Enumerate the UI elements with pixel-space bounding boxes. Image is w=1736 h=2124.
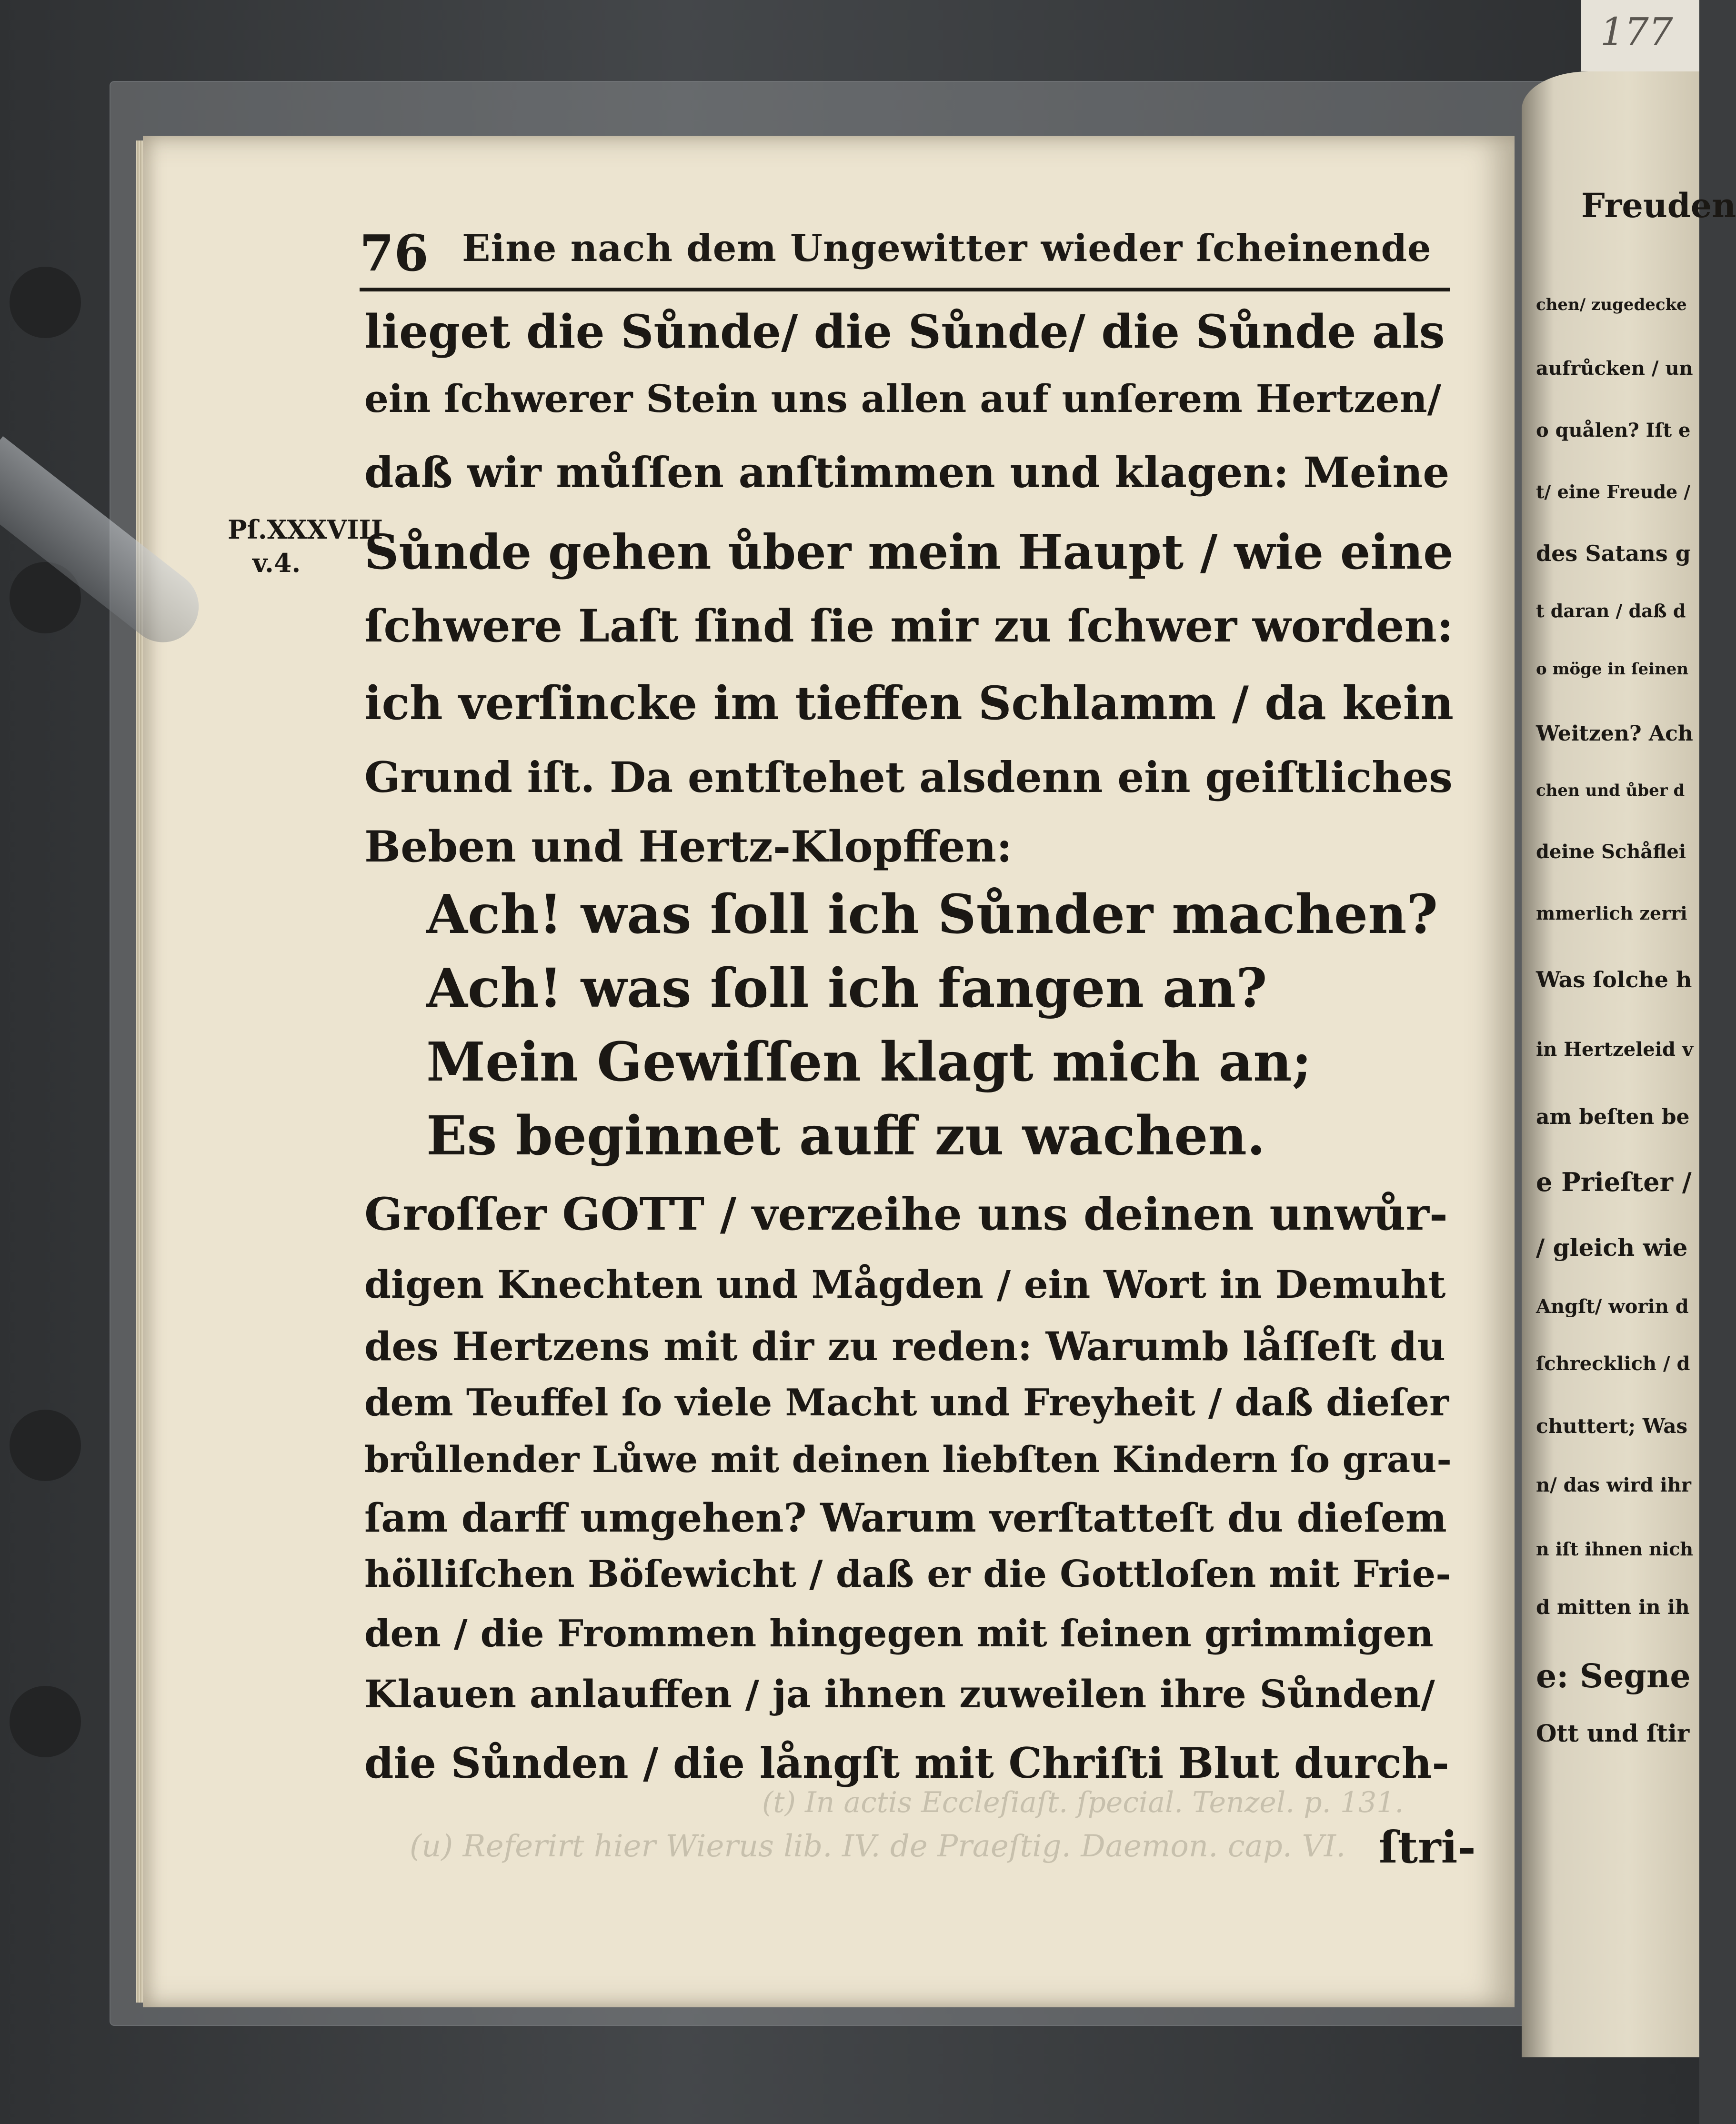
facing-page-line: t/ eine Freude / (1536, 481, 1691, 502)
scanner-hole (10, 1686, 81, 1757)
facing-page-line: e: Segne (1536, 1657, 1691, 1695)
facing-page-line: Angſt/ worin d (1536, 1295, 1689, 1318)
text-line: des Hertzens mit dir zu reden: Warumb låſſeſt du (364, 1324, 1445, 1370)
text-line: daß wir můſſen anſtimmen und klagen: Meine (364, 448, 1450, 497)
margin-reference: Pſ.XXXVIII (228, 514, 383, 545)
facing-page (1522, 71, 1736, 2057)
text-line: ich verſincke im tieffen Schlamm / da kein (364, 676, 1454, 730)
header-rule (360, 288, 1450, 291)
page-tab (1581, 0, 1699, 71)
facing-page-line: chuttert; Was (1536, 1414, 1688, 1438)
running-title: Eine nach dem Ungewitter wieder ſcheinende (462, 227, 1432, 270)
text-line: Klauen anlauffen / ja ihnen zuweilen ihre Sůnden/ (364, 1672, 1435, 1716)
margin-reference: v.4. (252, 548, 301, 578)
facing-page-line: deine Schåflei (1536, 841, 1686, 863)
text-line: Beben und Hertz-Klopffen: (364, 822, 1013, 872)
page-tab-number: 177 (1600, 10, 1673, 54)
text-line: die Sůnden / die långſt mit Chriſti Blut durch- (364, 1738, 1449, 1788)
verse-line: Ach! was ſoll ich Sůnder machen? (426, 883, 1438, 946)
text-line: brůllender Lůwe mit deinen liebſten Kindern ſo grau- (364, 1438, 1452, 1481)
facing-page-line: t daran / daß d (1536, 600, 1686, 621)
catchword: ſtri- (1379, 1822, 1476, 1873)
facing-page-line: ſchrecklich / d (1536, 1353, 1690, 1375)
facing-page-line: des Satans g (1536, 541, 1691, 566)
running-head (360, 214, 1455, 286)
scanner-hole (10, 1410, 81, 1481)
facing-page-line: chen/ zugedecke (1536, 295, 1687, 314)
text-line: hölliſchen Böſewicht / daß er die Gottloſen mit Frie- (364, 1553, 1451, 1596)
verse-line: Ach! was ſoll ich fangen an? (426, 957, 1267, 1020)
text-line: Groſſer GOTT / verzeihe uns deinen unwůr- (364, 1188, 1448, 1241)
text-line: digen Knechten und Mågden / ein Wort in Demuht (364, 1262, 1446, 1307)
facing-page-line: am beſten be (1536, 1105, 1690, 1129)
facing-page-line: Was ſolche h (1536, 967, 1692, 992)
verse-line: Mein Gewiſſen klagt mich an; (426, 1031, 1312, 1093)
text-line: den / die Frommen hingegen mit ſeinen grimmigen (364, 1612, 1434, 1655)
facing-page-line: o quålen? Iſt e (1536, 419, 1691, 441)
facing-page-line: d mitten in ih (1536, 1595, 1690, 1619)
facing-page-line: aufrůcken / un (1536, 357, 1693, 380)
verse-line: Es beginnet auff zu wachen. (426, 1105, 1265, 1167)
facing-page-line: mmerlich zerri (1536, 902, 1687, 924)
bleed-through-note: (t) In actis Eccleſiaſt. ſpecial. Tenzel. p. 131. (762, 1786, 1404, 1819)
facing-page-line: Weitzen? Ach (1536, 721, 1693, 746)
facing-page-line: Ott und ſtir (1536, 1719, 1690, 1747)
text-line: ſam darff umgehen? Warum verſtatteſt du dieſem (364, 1495, 1447, 1541)
bleed-through-note: (u) Referirt hier Wierus lib. IV. de Praeſtig. Daemon. cap. VI. (410, 1829, 1346, 1864)
facing-page-line: n iſt ihnen nich (1536, 1538, 1693, 1560)
facing-page-line: in Hertzeleid v (1536, 1038, 1694, 1061)
facing-page-line: e Prieſter / (1536, 1167, 1692, 1197)
text-line: Sůnde gehen ůber mein Haupt / wie eine (364, 524, 1454, 580)
page-number: 76 (360, 224, 429, 282)
facing-page-line: n/ das wird ihr (1536, 1474, 1691, 1496)
scanner-hole (10, 267, 81, 338)
text-line: lieget die Sůnde/ die Sůnde/ die Sůnde als (364, 305, 1445, 359)
facing-page-head: Freuden (1581, 186, 1736, 225)
text-line: ſchwere Laſt ſind ſie mir zu ſchwer worden: (364, 600, 1454, 652)
text-line: Grund iſt. Da entſtehet alsdenn ein geiſtliches (364, 752, 1453, 802)
facing-page-line: / gleich wie (1536, 1233, 1688, 1262)
facing-page-line: chen und ůber d (1536, 781, 1685, 800)
text-line: ein ſchwerer Stein uns allen auf unſerem Hertzen/ (364, 376, 1441, 421)
facing-page-line: o möge in ſeinen (1536, 660, 1689, 679)
text-line: dem Teuffel ſo viele Macht und Freyheit / daß dieſer (364, 1381, 1449, 1424)
